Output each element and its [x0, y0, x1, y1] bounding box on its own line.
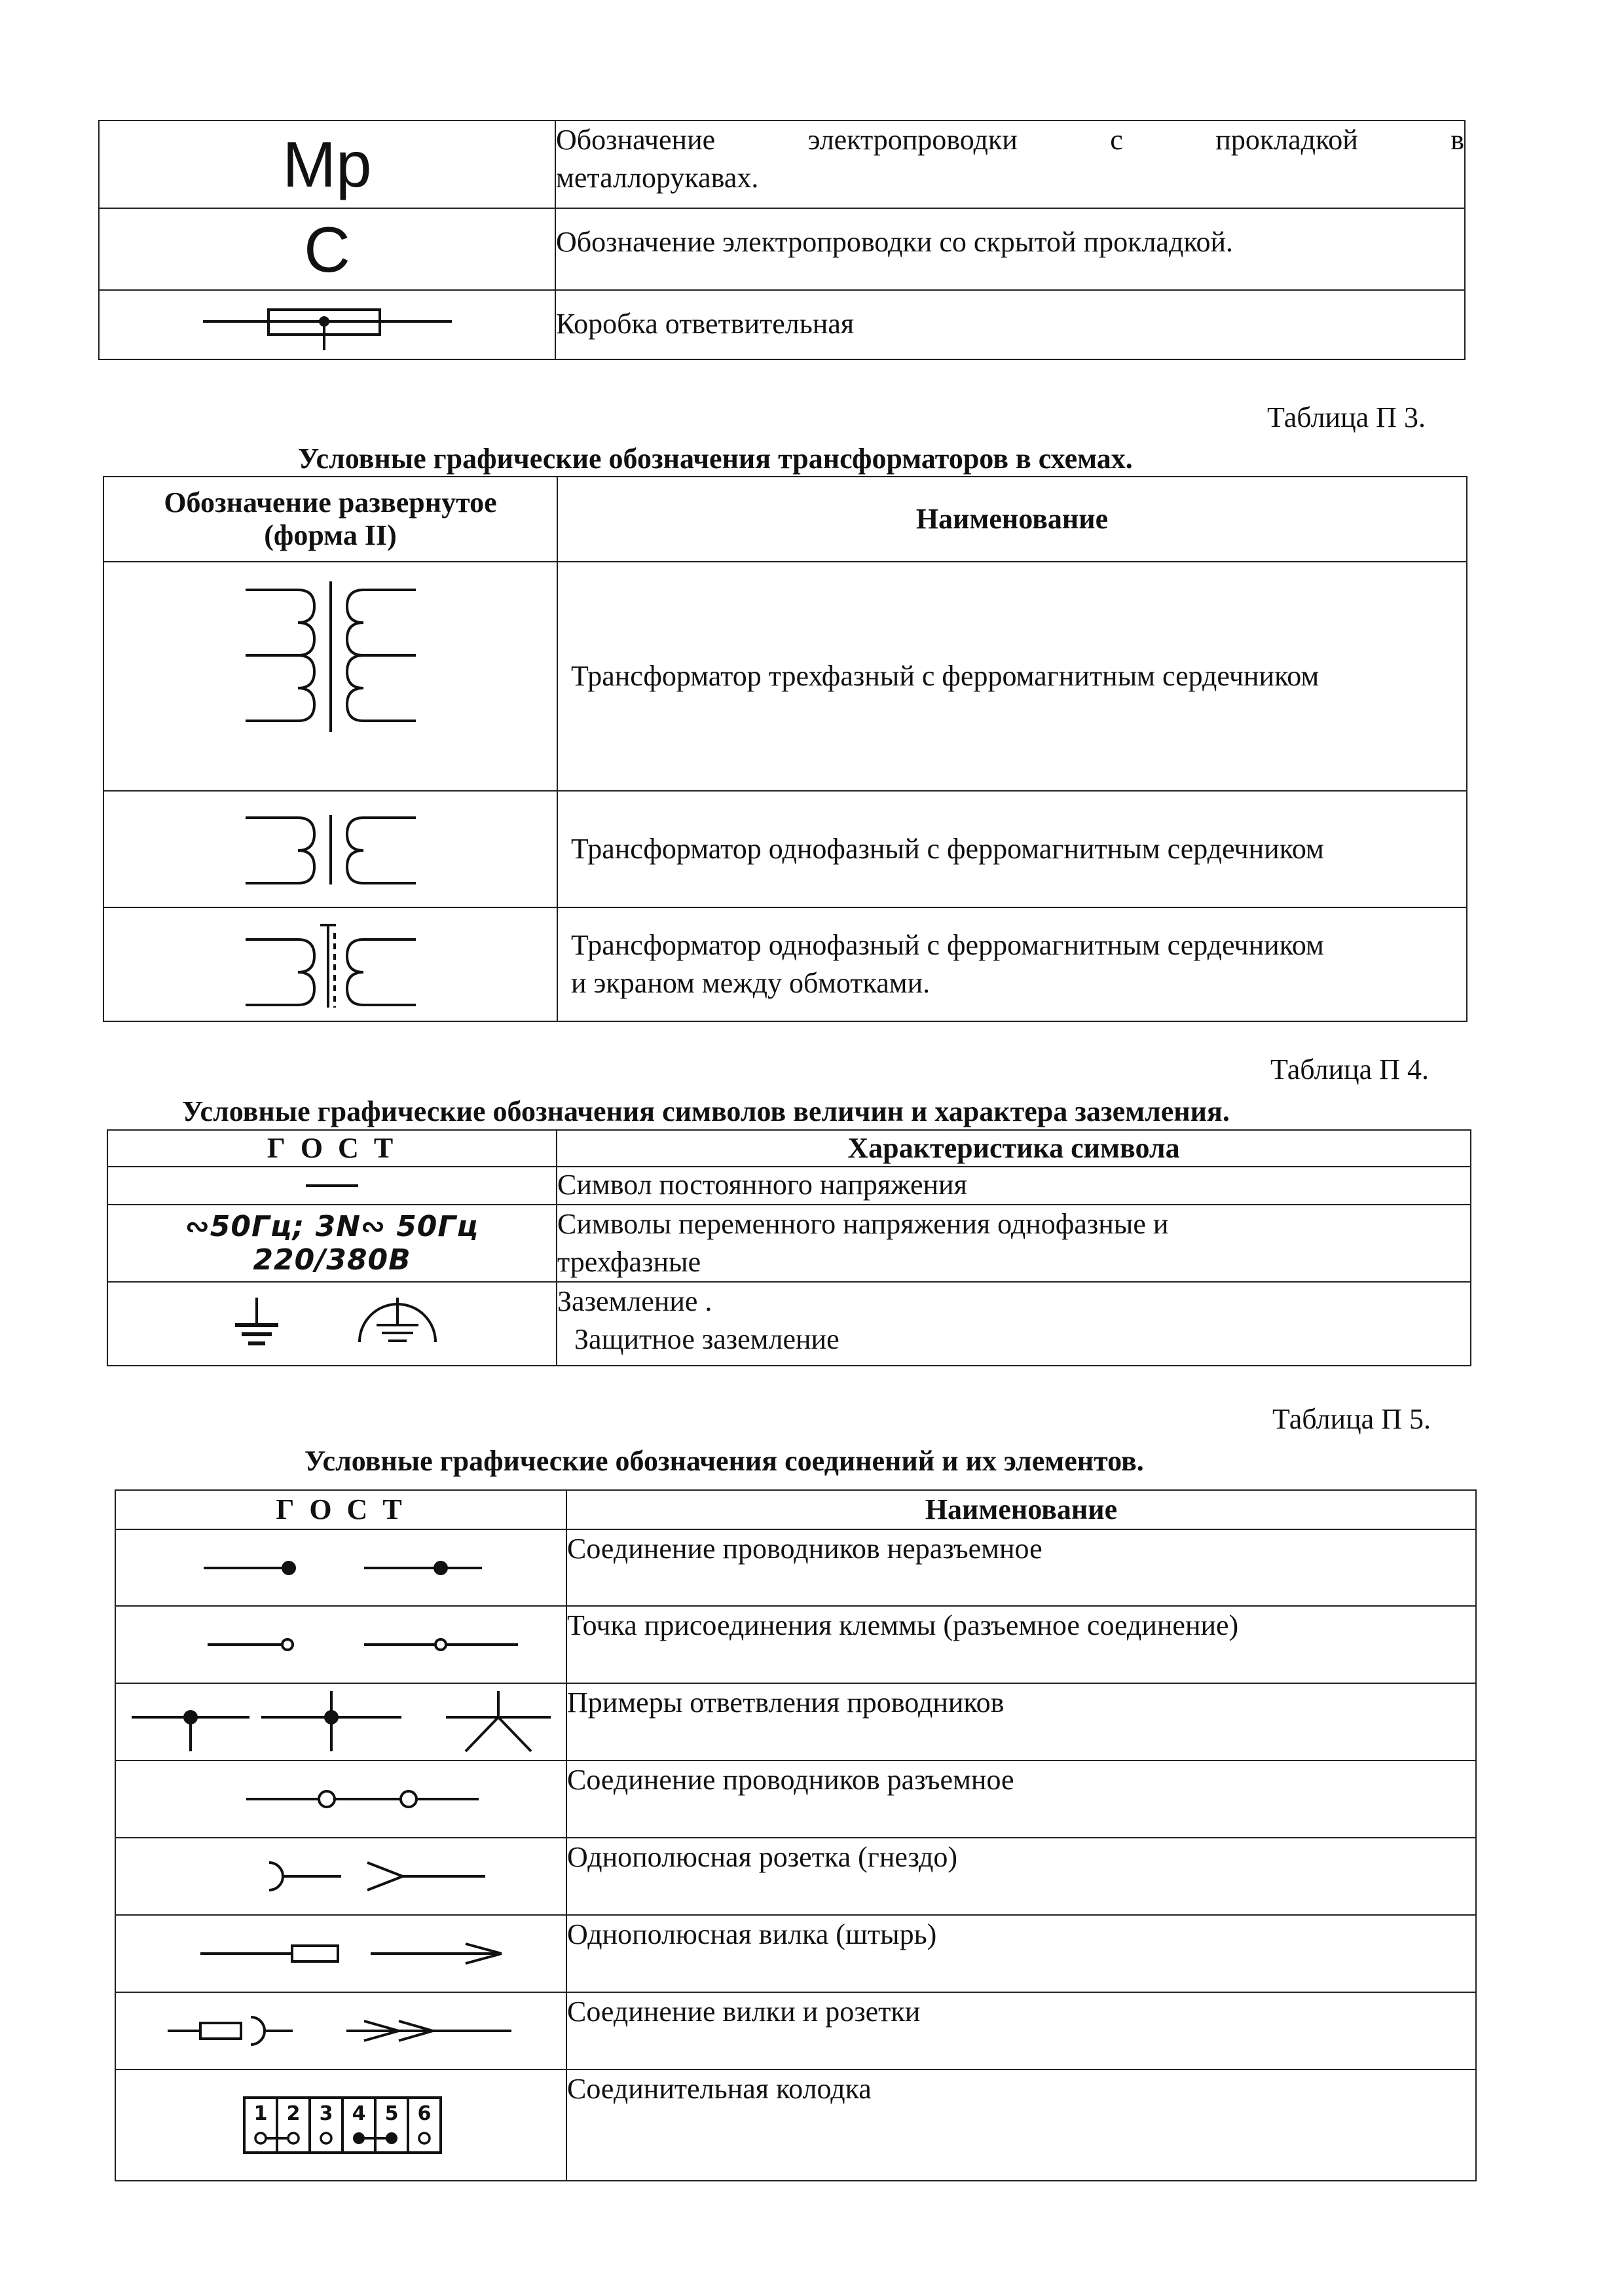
block-number: 6 — [417, 2102, 431, 2125]
wiring-symbols-table — [98, 120, 1466, 360]
terminal-point-icon — [145, 1625, 538, 1664]
description-cell — [566, 1992, 1476, 2069]
symbol-cell — [99, 290, 555, 359]
metal-hose-symbol: Мр — [282, 128, 372, 200]
three-phase-transformer-icon — [232, 578, 429, 774]
row-text-line1: Символы переменного напряжения однофазные и — [557, 1208, 1169, 1240]
column-header — [103, 477, 557, 562]
branch-examples-icon — [119, 1686, 564, 1758]
terminal-block-icon — [210, 2086, 472, 2164]
description-cell — [557, 562, 1467, 791]
symbol-cell — [115, 1760, 566, 1838]
table-caption: Таблица П 5. — [1272, 1403, 1431, 1435]
row-text: Однополюсная розетка (гнездо) — [567, 1841, 958, 1873]
symbol-cell — [115, 1838, 566, 1915]
single-phase-transformer-icon — [232, 810, 429, 888]
plug-icon — [145, 1931, 538, 1977]
row-text: Коробка ответвительная — [556, 308, 855, 340]
symbol-cell — [107, 1205, 557, 1282]
column-header: Г О С Т — [115, 1490, 566, 1529]
row-text: Соединение вилки и розетки — [567, 1995, 921, 2028]
table-title: Условные графические обозначения соединений и их элементов. — [304, 1445, 1144, 1477]
column-header: Наименование — [557, 477, 1467, 562]
ac-voltage-symbols: ∾50Гц; 3N∾ 50Гц 220/380В — [185, 1210, 479, 1277]
row-text: Соединительная колодка — [567, 2073, 872, 2105]
description-cell — [557, 1205, 1471, 1282]
row-text: Обозначение электропроводки со скрытой прокладкой. — [556, 226, 1234, 258]
description-cell — [566, 1683, 1476, 1760]
shielded-transformer-icon — [232, 919, 429, 1010]
row-text-line1: Обозначение электропроводки с прокладкой в — [556, 124, 1464, 156]
symbol-cell — [107, 1167, 557, 1205]
symbol-cell — [103, 791, 557, 907]
fixed-joint-icon — [145, 1548, 538, 1588]
detachable-joint-icon — [145, 1779, 538, 1819]
description-cell — [555, 120, 1465, 208]
row-text-line1: Трансформатор однофазный с ферромагнитным сердечником — [571, 929, 1324, 961]
plug-socket-icon — [138, 2008, 544, 2054]
block-number: 2 — [286, 2102, 300, 2125]
block-number: 4 — [352, 2102, 365, 2125]
description-cell — [566, 1838, 1476, 1915]
row-text: Примеры ответвления проводников — [567, 1686, 1005, 1719]
row-text: Трансформатор однофазный с ферромагнитным сердечником — [571, 833, 1324, 865]
description-cell — [566, 1760, 1476, 1838]
description-cell — [557, 791, 1467, 907]
symbol-cell — [115, 2069, 566, 2181]
connections-table — [115, 1489, 1477, 2181]
block-number: 5 — [384, 2102, 398, 2125]
description-cell — [555, 290, 1465, 359]
column-header: Наименование — [566, 1490, 1476, 1529]
description-cell — [555, 208, 1465, 290]
table-caption: Таблица П 3. — [1267, 401, 1426, 433]
description-cell — [566, 1529, 1476, 1606]
row-text: Символ постоянного напряжения — [557, 1169, 967, 1201]
column-header: Характеристика символа — [557, 1130, 1471, 1167]
symbol-cell — [115, 1529, 566, 1606]
row-text: Точка присоединения клеммы (разъемное соединение) — [567, 1609, 1239, 1641]
description-cell — [566, 2069, 1476, 2181]
row-text: Трансформатор трехфазный с ферромагнитным сердечником — [571, 660, 1320, 692]
symbol-cell — [115, 1606, 566, 1683]
dc-voltage-icon — [303, 1176, 361, 1195]
symbol-cell — [107, 1282, 557, 1366]
symbol-cell — [103, 562, 557, 791]
row-text: Соединение проводников разъемное — [567, 1764, 1014, 1796]
header-line1: Обозначение развернутое — [164, 486, 497, 519]
transformers-table — [103, 476, 1467, 1022]
row-text-line2: Защитное заземление — [574, 1323, 840, 1355]
description-cell — [557, 907, 1467, 1021]
header-line2: (форма II) — [264, 519, 397, 551]
symbol-cell — [115, 1992, 566, 2069]
table-caption: Таблица П 4. — [1270, 1053, 1429, 1085]
symbol-cell — [99, 120, 555, 208]
voltage-ground-symbols-table — [107, 1129, 1471, 1366]
symbol-cell — [99, 208, 555, 290]
branch-box-icon — [196, 295, 458, 354]
table-title: Условные графические обозначения символов величин и характера заземления. — [182, 1095, 1230, 1127]
description-cell — [557, 1282, 1471, 1366]
socket-icon — [145, 1853, 538, 1899]
symbol-cell — [115, 1683, 566, 1760]
row-text-line2: металлорукавах. — [556, 162, 759, 194]
hidden-wiring-symbol: С — [304, 213, 350, 285]
description-cell — [566, 1915, 1476, 1992]
row-text-line2: и экраном между обмотками. — [571, 967, 931, 999]
row-text-line2: трехфазные — [557, 1246, 701, 1278]
block-number: 3 — [319, 2102, 333, 2125]
row-text: Соединение проводников неразъемное — [567, 1533, 1043, 1565]
description-cell — [566, 1606, 1476, 1683]
description-cell — [557, 1167, 1471, 1205]
ground-icon — [208, 1291, 456, 1357]
row-text-line1: Заземление . — [557, 1285, 712, 1317]
table-title: Условные графические обозначения трансформаторов в схемах. — [298, 443, 1133, 475]
row-text: Однополюсная вилка (штырь) — [567, 1918, 937, 1950]
symbol-cell — [103, 907, 557, 1021]
symbol-cell — [115, 1915, 566, 1992]
block-number: 1 — [253, 2102, 267, 2125]
column-header: Г О С Т — [107, 1130, 557, 1167]
